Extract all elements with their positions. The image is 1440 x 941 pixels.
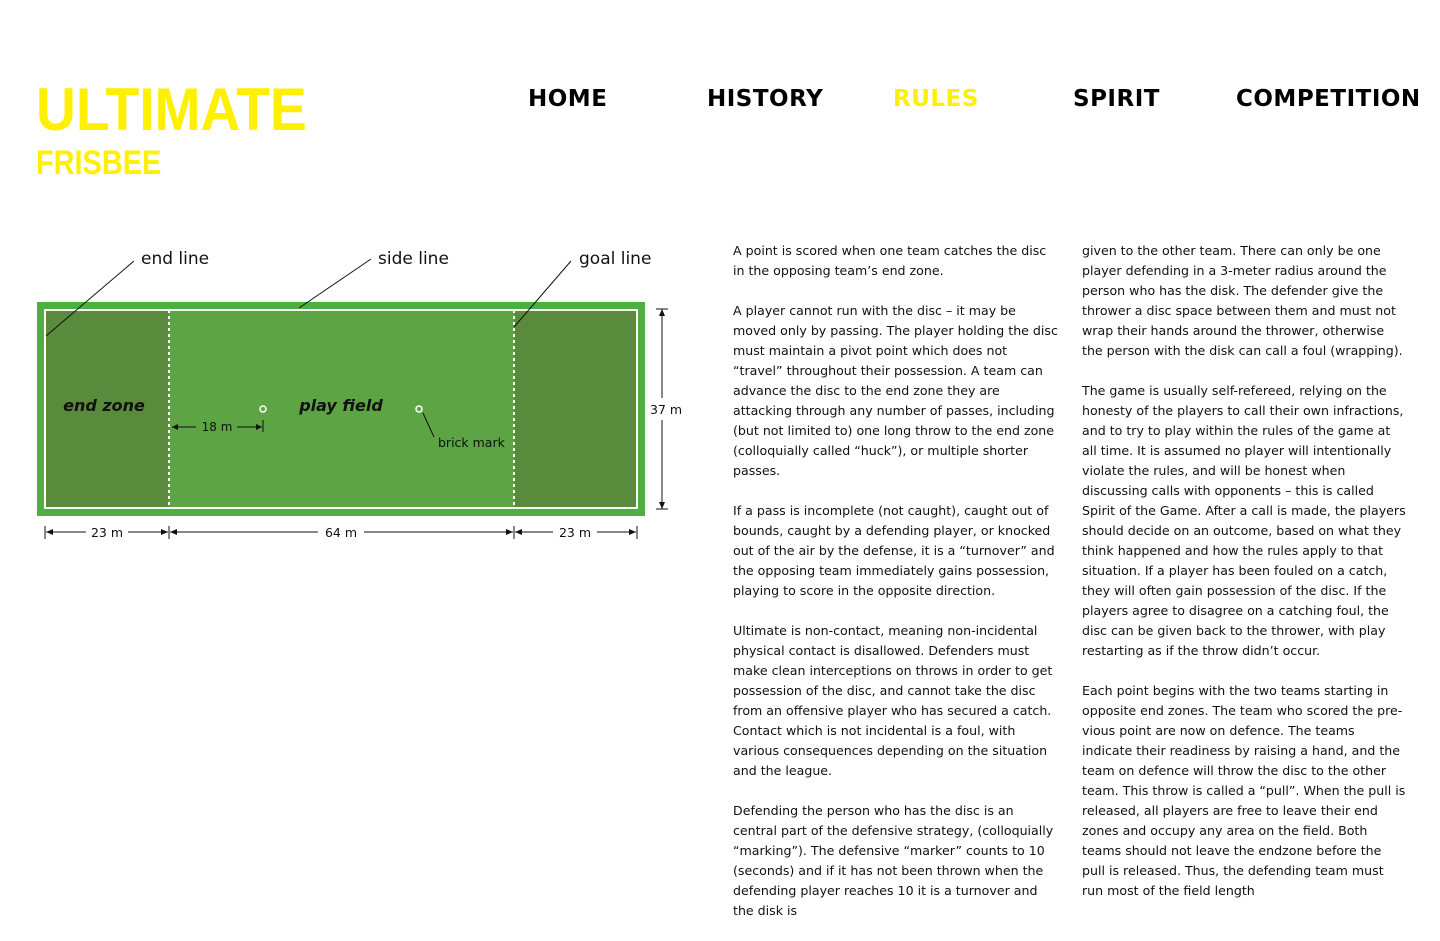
dist-18-label: 18 m <box>201 420 233 434</box>
width-arrow-bottom <box>659 502 665 509</box>
brand-title: ULTIMATE <box>36 76 307 143</box>
paragraph: The game is usually self-refereed, relying on the honesty of the players to call their own infractions, and to try to play within the rules of the game at all time. It is assumed no player will intentionally violate the rules, and will be honest when discussing calls with opponents – this is called Spirit of the Game. After a call is made, the players should decide on an outcome, based on what they think happened and how the rules apply to that situation. If a player has been fouled on a catch, they will often gain possession of the disc. If the players agree to disagree on a catching foul, the disc can be given back to the thrower, with play restarting as if the throw didn’t occur. <box>1082 383 1406 658</box>
paragraph: Each point begins with the two teams starting in opposite end zones. The team who scored the previous point are now on defence. The teams indicate their readiness by raising a hand, and the team on defence will throw the disc to the other team. This throw is called a “pull”. When the pull is released, all players are free to leave their end zones and occupy any area on the field. Both teams should not leave the endzone before the pull is released. Thus, the defending team must run most of the field length <box>1082 683 1406 898</box>
brick-mark-label: brick mark <box>438 435 505 450</box>
nav-home[interactable]: HOME <box>528 86 608 112</box>
paragraph: given to the other team. There can only be one player defending in a 3-meter radius around the person who has the disk. The defender give the thrower a disc space between them and must not wrap their hands around the thrower, otherwise the person with the disk can call a foul (wrapping). <box>1082 243 1403 358</box>
brick-mark-right <box>416 406 422 412</box>
paragraph: If a pass is incomplete (not caught), caught out of bounds, caught by a defending player, or knocked out of the air by the defense, it is a “turnover” and the opposing team immediately gains possession, playing to score in the opposite direction. <box>733 503 1055 598</box>
len-23-left-label: 23 m <box>90 525 124 540</box>
width-37-label: 37 m <box>650 402 683 417</box>
brick-mark-left <box>260 406 266 412</box>
brand-subtitle: FRISBEE <box>36 144 162 182</box>
nav-spirit[interactable]: SPIRIT <box>1073 86 1160 112</box>
article-column-2 <box>1082 241 1407 921</box>
paragraph: A point is scored when one team catches the disc in the opposing team’s end zone. <box>733 243 1047 278</box>
end-line-label: end line <box>141 249 210 269</box>
brand-logo[interactable] <box>36 76 330 182</box>
nav-history[interactable]: HISTORY <box>707 86 824 112</box>
side-line-label: side line <box>378 249 449 269</box>
play-field-label: play field <box>299 396 383 415</box>
end-zone-label: end zone <box>63 396 145 415</box>
nav-competition[interactable]: COMPETITION <box>1236 86 1421 112</box>
width-arrow-top <box>659 309 665 316</box>
paragraph: Ultimate is non-contact, meaning non-incidental physical contact is disallowed. Defenders must make clean interceptions on throws in order to get possession of the disc, and cannot take the disc from an offensive player who has secured a catch. Contact which is not incidental is a foul, with various consequences depending on the situation and the league. <box>733 623 1053 778</box>
nav-rules[interactable]: RULES <box>893 86 979 112</box>
field-diagram <box>0 230 700 560</box>
len-23-right-arrow-b <box>629 529 636 535</box>
paragraph: A player cannot run with the disc – it may be moved only by passing. The player holding the disc must maintain a pivot point which does not “travel” throughout their possession. A team can advance the disc to the end zone they are attacking through any number of passes, including (but not limited to) one long throw to the end zone (colloquially called “huck”), or multiple shorter passes. <box>733 303 1058 478</box>
len-64-arrow-b <box>506 529 513 535</box>
end-zone-right <box>514 310 637 508</box>
paragraph: Defending the person who has the disc is an central part of the defensive strategy, (colloquially “marking”). The defensive “marker” counts to 10 (seconds) and if it has not been thrown when the defending player reaches 10 it is a turnover and the disk is <box>733 803 1054 918</box>
len-23-left-arrow-a <box>46 529 53 535</box>
article-column-1 <box>733 241 1058 941</box>
len-64-label: 64 m <box>324 525 358 540</box>
side-line-pointer <box>299 259 371 308</box>
len-23-right-label: 23 m <box>558 525 592 540</box>
goal-line-label: goal line <box>579 249 652 269</box>
len-23-right-arrow-a <box>515 529 522 535</box>
len-64-arrow-a <box>170 529 177 535</box>
len-23-left-arrow-b <box>161 529 168 535</box>
